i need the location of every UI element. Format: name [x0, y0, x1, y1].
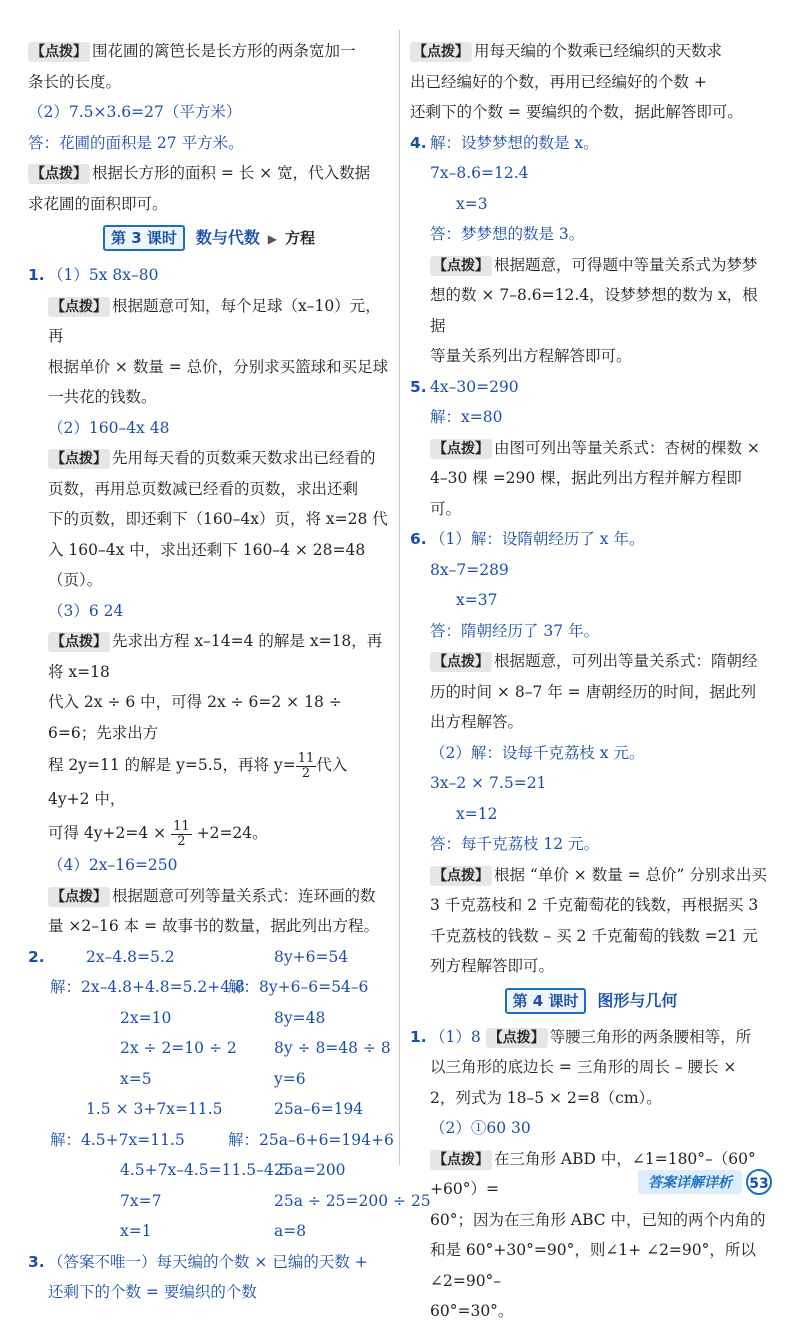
answer-line: 解：x=80	[430, 408, 503, 426]
fraction: $\frac{11}{2}$	[297, 750, 315, 781]
question-3: 3. （答案不唯一）每天编的个数 × 已编的天数 +	[28, 1252, 368, 1271]
lesson-4-heading	[410, 986, 772, 1016]
lesson-title: 图形与几何	[597, 990, 678, 1010]
equation-step: 4.5+7x–4.5=11.5–4.5	[120, 1161, 289, 1179]
answer-line: 答：每千克荔枝 12 元。	[430, 835, 600, 853]
fraction: $\frac{11}{2}$	[173, 818, 190, 849]
tip-tag: 【点拨】	[48, 887, 110, 907]
equation-step: 8y+6=54	[274, 947, 349, 966]
answer-line: 答：梦梦想的数是 3。	[430, 225, 585, 243]
tip-tag: 【点拨】	[48, 297, 110, 317]
paragraph: 页数，再用总页数减已经看的页数，求出还剩	[48, 479, 359, 498]
column-divider	[399, 30, 400, 1165]
answer-line: 答：花圃的面积是 27 平方米。	[28, 133, 244, 152]
tip-tag: 【点拨】	[430, 1150, 492, 1170]
lesson-3-heading	[28, 223, 390, 254]
lesson-box: 第 3 课时	[103, 225, 185, 251]
paragraph: 和是 60°+30°=90°，则∠1+ ∠2=90°，所以∠2=90°–	[430, 1241, 756, 1290]
question-1: 1. （1）5x 8x–80	[28, 266, 159, 284]
answer-line: （2）①60 30	[430, 1119, 531, 1137]
equation-step: 1.5 × 3+7x=11.5	[86, 1100, 223, 1118]
tip-tag: 【点拨】	[430, 439, 492, 459]
answer-line: x=3	[456, 194, 488, 213]
paragraph: 【点拨】 根据题意可知，每个足球（x–10）元，再	[48, 296, 381, 345]
lesson-box: 第 4 课时	[505, 988, 587, 1014]
paragraph: 历的时间 × 8–7 年 = 唐朝经历的时间，据此列	[430, 682, 757, 701]
equation-step: 8y=48	[274, 1008, 326, 1027]
paragraph: 4–30 棵 =290 棵，据此列出方程并解方程即可。	[430, 469, 742, 518]
left-column	[28, 36, 431, 1308]
paragraph: 【点拨】 在三角形 ABD 中，∠1=180°–（60°+60°）=	[430, 1149, 756, 1198]
answer-line: 还剩下的个数 = 要编织的个数	[48, 1283, 257, 1301]
equation-step: 解：25a–6+6=194+6	[228, 1130, 394, 1149]
paragraph: 以三角形的底边长 = 三角形的周长 – 腰长 ×	[430, 1058, 737, 1076]
tip-tag: 【点拨】	[28, 42, 90, 62]
paragraph: 【点拨】 先用每天看的页数乘天数求出已经看的	[28, 443, 390, 474]
answer-line: 8x–7=289	[430, 560, 509, 579]
equation-step: 2x–4.8=5.2	[86, 947, 175, 966]
paragraph: 程 2y=11 的解是 y=5.5，再将 y= $\frac{11}{2}$ 代入 4y+2 中，	[48, 750, 348, 808]
tip-tag: 【点拨】	[28, 164, 90, 184]
equation-step: 7x=7	[120, 1191, 162, 1210]
paragraph: 2，列式为 18–5 × 2=8（cm）。	[430, 1088, 662, 1107]
tip-tag: 【点拨】	[410, 42, 472, 62]
tip-tag: 【点拨】	[430, 256, 492, 276]
equation-step: 8y ÷ 8=48 ÷ 8	[274, 1039, 391, 1057]
paragraph: 【点拨】 根据 “单价 × 数量 = 总价” 分别求出买	[410, 860, 772, 891]
paragraph: 下的页数，即还剩下（160–4x）页，将 x=28 代	[48, 510, 388, 528]
paragraph: 列方程解答即可。	[430, 957, 555, 975]
right-column	[410, 36, 772, 1327]
lesson-title: 数与代数	[195, 228, 260, 247]
paragraph: 【点拨】 用每天编的个数乘已经编织的天数求	[410, 36, 772, 67]
tip-tag: 【点拨】	[430, 866, 492, 886]
paragraph: 量 ×2–16 本 = 故事书的数量，据此列出方程。	[48, 917, 380, 935]
paragraph: 千克荔枝的钱数 – 买 2 千克葡萄的钱数 =21 元	[430, 926, 758, 945]
equation-step: y=6	[274, 1069, 306, 1088]
paragraph: 可得 4y+2=4 × $\frac{11}{2}$ +2=24。	[48, 818, 268, 849]
equation-step: 2x=10	[120, 1008, 172, 1027]
answer-line: 3x–2 × 7.5=21	[430, 774, 547, 792]
paragraph: 一共花的钱数。	[48, 388, 157, 406]
equation-step: 解：2x–4.8+4.8=5.2+4.8	[50, 978, 245, 996]
tip-tag: 【点拨】	[48, 632, 110, 652]
equation-step: x=1	[120, 1222, 152, 1240]
equation-step: 25a=200	[274, 1161, 346, 1179]
question-6: 6. （1）解：设隋朝经历了 x 年。	[410, 530, 645, 548]
question-4: 4. 解：设梦梦想的数是 x。	[410, 133, 599, 152]
equation-step: 2x ÷ 2=10 ÷ 2	[120, 1039, 237, 1057]
answer-line: x=37	[456, 591, 498, 609]
paragraph: 出方程解答。	[430, 713, 524, 731]
tip-tag: 【点拨】	[48, 449, 110, 469]
paragraph: 根据单价 × 数量 = 总价，分别求买篮球和买足球	[48, 357, 389, 376]
paragraph: 【点拨】 根据题意，可得题中等量关系式为梦梦	[410, 250, 772, 281]
lesson-subtitle: 方程	[284, 229, 315, 247]
equation-step: 25a ÷ 25=200 ÷ 25	[274, 1191, 431, 1210]
paragraph: 【点拨】 由图可列出等量关系式：杏树的棵数 ×	[410, 433, 772, 464]
paragraph: 【点拨】 围花圃的篱笆长是长方形的两条宽加一	[28, 36, 390, 67]
page-footer	[638, 1169, 772, 1195]
answer-line: 7x–8.6=12.4	[430, 164, 529, 182]
paragraph: 60°=30°。	[430, 1302, 514, 1320]
paragraph: 60°；因为在三角形 ABC 中，已知的两个内角的	[430, 1210, 766, 1229]
tip-tag: 【点拨】	[486, 1028, 548, 1048]
paragraph: 【点拨】 先求出方程 x–14=4 的解是 x=18，再将 x=18	[48, 632, 383, 681]
answer-line: （4）2x–16=250	[48, 856, 178, 874]
paragraph: 【点拨】 根据长方形的面积 = 长 × 宽，代入数据	[28, 158, 390, 189]
paragraph: 【点拨】 根据题意可列等量关系式：连环画的数	[28, 881, 390, 912]
paragraph: 入 160–4x 中，求出还剩下 160–4 × 28=48（页）。	[48, 540, 366, 589]
question-1-geometry: 1. （1）8 【点拨】 等腰三角形的两条腰相等，所	[410, 1027, 752, 1046]
paragraph: 还剩下的个数 = 要编织的个数，据此解答即可。	[410, 103, 743, 121]
equation-step: 解：4.5+7x=11.5	[50, 1130, 185, 1149]
paragraph: 等量关系列出方程解答即可。	[430, 347, 632, 365]
paragraph: 出已经编好的个数，再用已经编好的个数 +	[410, 72, 707, 91]
paragraph: 想的数 × 7–8.6=12.4，设梦梦想的数为 x，根据	[430, 286, 758, 335]
answer-line: （2）160–4x 48	[48, 418, 170, 437]
answer-line: （2）7.5×3.6=27（平方米）	[28, 103, 242, 121]
equation-step: x=5	[120, 1069, 152, 1088]
triangle-icon: ▶	[267, 232, 278, 246]
page-number: 53	[746, 1169, 772, 1195]
answer-line: （3）6 24	[48, 601, 124, 620]
equation-step: 25a–6=194	[274, 1100, 364, 1118]
equation-grid	[28, 942, 431, 1247]
answer-line: x=12	[456, 804, 498, 823]
question-2: 2. 2x–4.8=5.2 8y+6=54 解：2x–4.8+4.8=5.2+4.8 解：8y+6–6=54–6 2x=10 8y=48 2x ÷ 2=10 ÷ 2 8y ÷ 8=48 ÷ 8 x=5 y=6 1.5 × 3+7x=11.5 25a–6=194 解：4.5+7x=11.5 解：25a–6+6=194+6 4.5+7x–4.5=11.5–4.5 25a=200 7x=7 25a ÷ 25=200 ÷ 25 x=1 a=8	[28, 942, 390, 1247]
paragraph: 3 千克荔枝和 2 千克葡萄花的钱数，再根据买 3	[430, 896, 759, 914]
paragraph: 代入 2x ÷ 6 中，可得 2x ÷ 6=2 × 18 ÷ 6=6；先求出方	[48, 693, 342, 742]
question-5: 5. 4x–30=290	[410, 377, 519, 396]
footer-label: 答案详解详析	[638, 1170, 742, 1194]
paragraph: 条长的长度。	[28, 72, 122, 91]
paragraph: 求花圃的面积即可。	[28, 194, 168, 213]
paragraph: 【点拨】 根据题意，可列出等量关系式：隋朝经	[410, 646, 772, 677]
answer-line: （2）解：设每千克荔枝 x 元。	[430, 743, 645, 762]
answer-line: 答：隋朝经历了 37 年。	[430, 621, 600, 640]
equation-step: 解：8y+6–6=54–6	[228, 978, 369, 996]
tip-tag: 【点拨】	[430, 652, 492, 672]
equation-step: a=8	[274, 1222, 307, 1240]
